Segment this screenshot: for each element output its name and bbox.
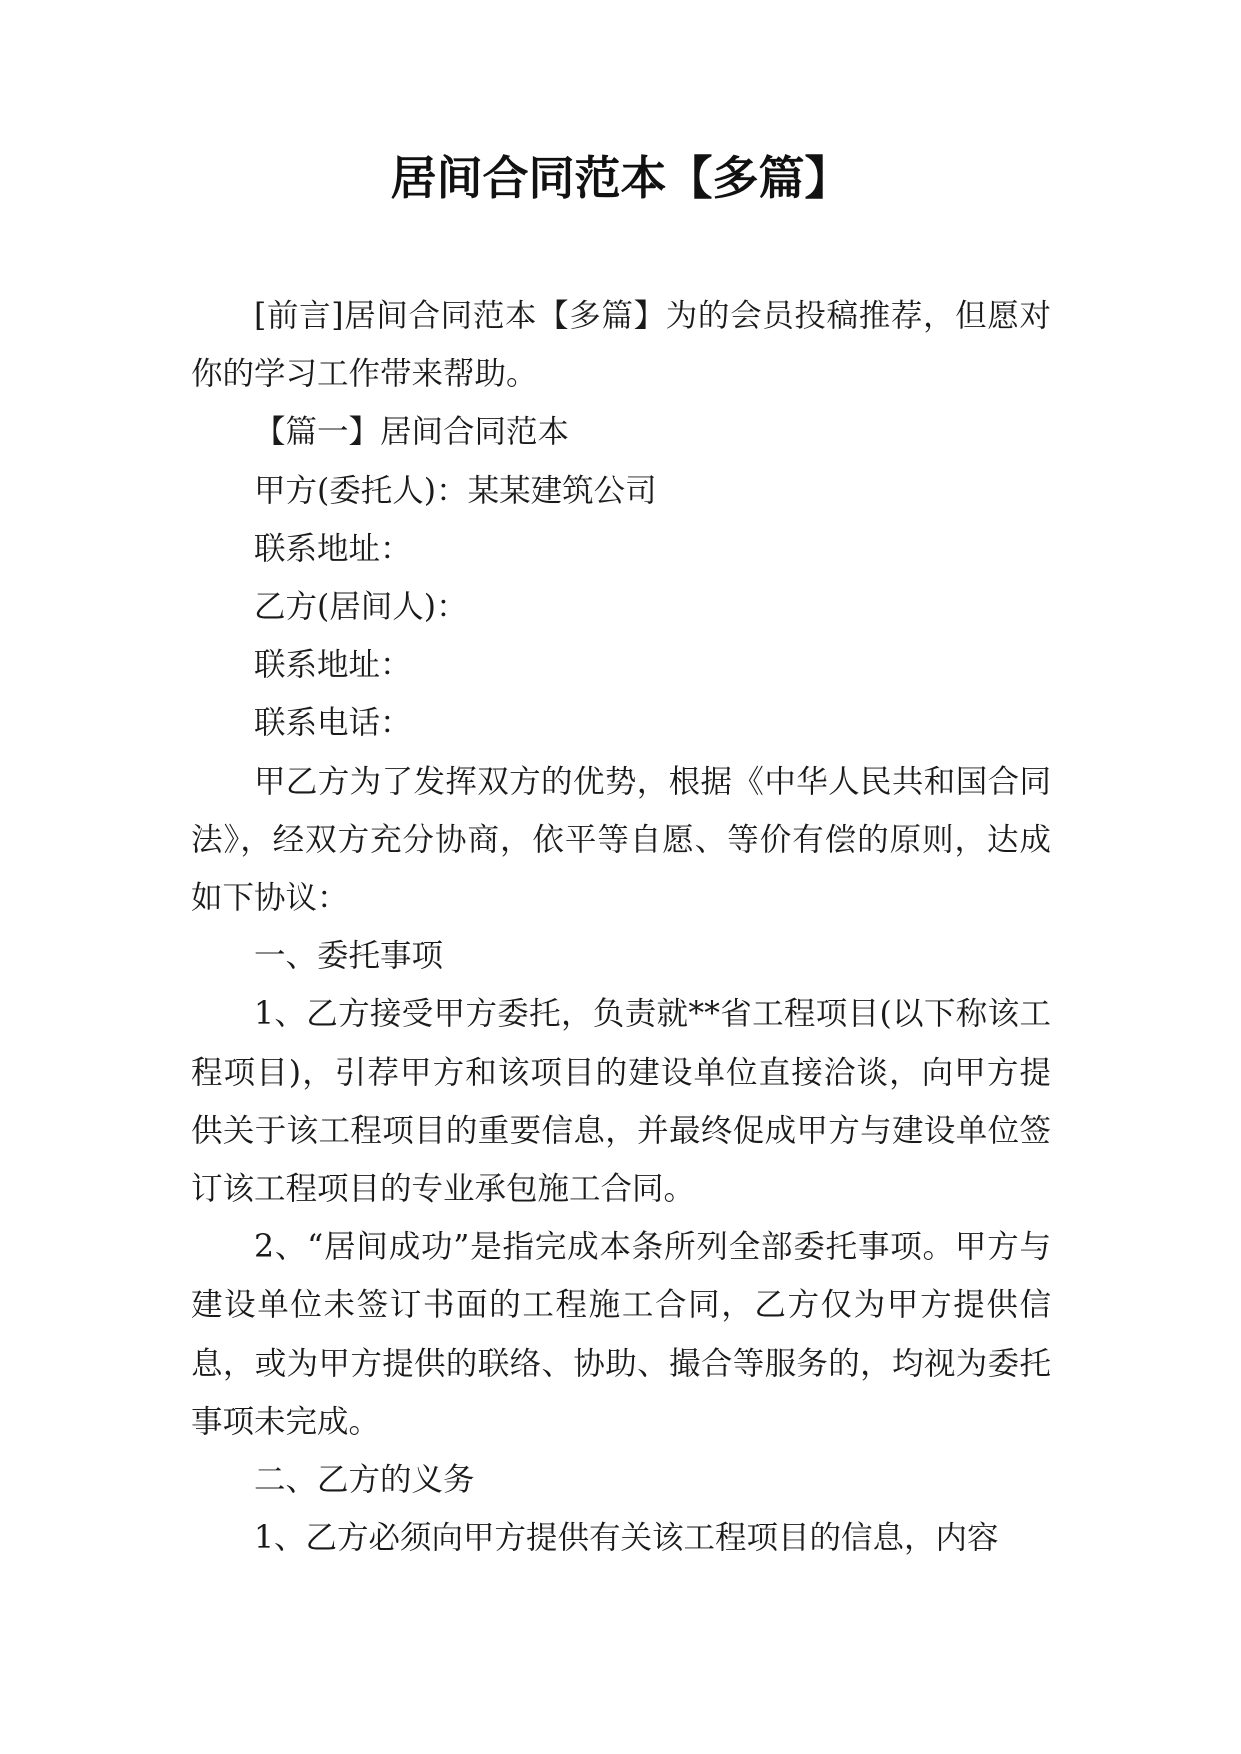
paragraph-intro: 甲乙方为了发挥双方的优势，根据《中华人民共和国合同法》，经双方充分协商，依平等自愿、等价有偿的原则，达成如下协议： bbox=[191, 763, 1051, 917]
paragraph-clause-1-1: 1、乙方接受甲方委托，负责就**省工程项目(以下称该工程项目)，引荐甲方和该项目的建设单位直接洽谈，向甲方提供关于该工程项目的重要信息，并最终促成甲方与建设单位签订该工程项目的专业承包施工合同。 bbox=[191, 996, 1051, 1208]
paragraph-heading-party-b-obligations: 二、乙方的义务 bbox=[254, 1462, 475, 1499]
paragraph-preface: [前言]居间合同范本【多篇】为的会员投稿推荐，但愿对你的学习工作带来帮助。 bbox=[191, 298, 1051, 393]
document-body bbox=[191, 287, 1051, 1567]
paragraph-clause-1-2: 2、“居间成功”是指完成本条所列全部委托事项。甲方与建设单位未签订书面的工程施工合同，乙方仅为甲方提供信息，或为甲方提供的联络、协助、撮合等服务的，均视为委托事项未完成。 bbox=[191, 1229, 1051, 1440]
document-title: 居间合同范本【多篇】 bbox=[390, 151, 851, 205]
paragraph-party-b: 乙方(居间人)： bbox=[254, 589, 468, 626]
paragraph-party-b-phone: 联系电话： bbox=[254, 705, 412, 742]
paragraph-section-heading: 【篇一】居间合同范本 bbox=[254, 414, 570, 451]
paragraph-party-a-address: 联系地址： bbox=[254, 530, 412, 567]
paragraph-heading-entrusted-matters: 一、委托事项 bbox=[254, 938, 444, 975]
paragraph-clause-2-1: 1、乙方必须向甲方提供有关该工程项目的信息，内容 bbox=[254, 1520, 999, 1557]
paragraph-party-b-address: 联系地址： bbox=[254, 647, 412, 684]
paragraph-party-a: 甲方(委托人)：某某建筑公司 bbox=[254, 472, 657, 509]
